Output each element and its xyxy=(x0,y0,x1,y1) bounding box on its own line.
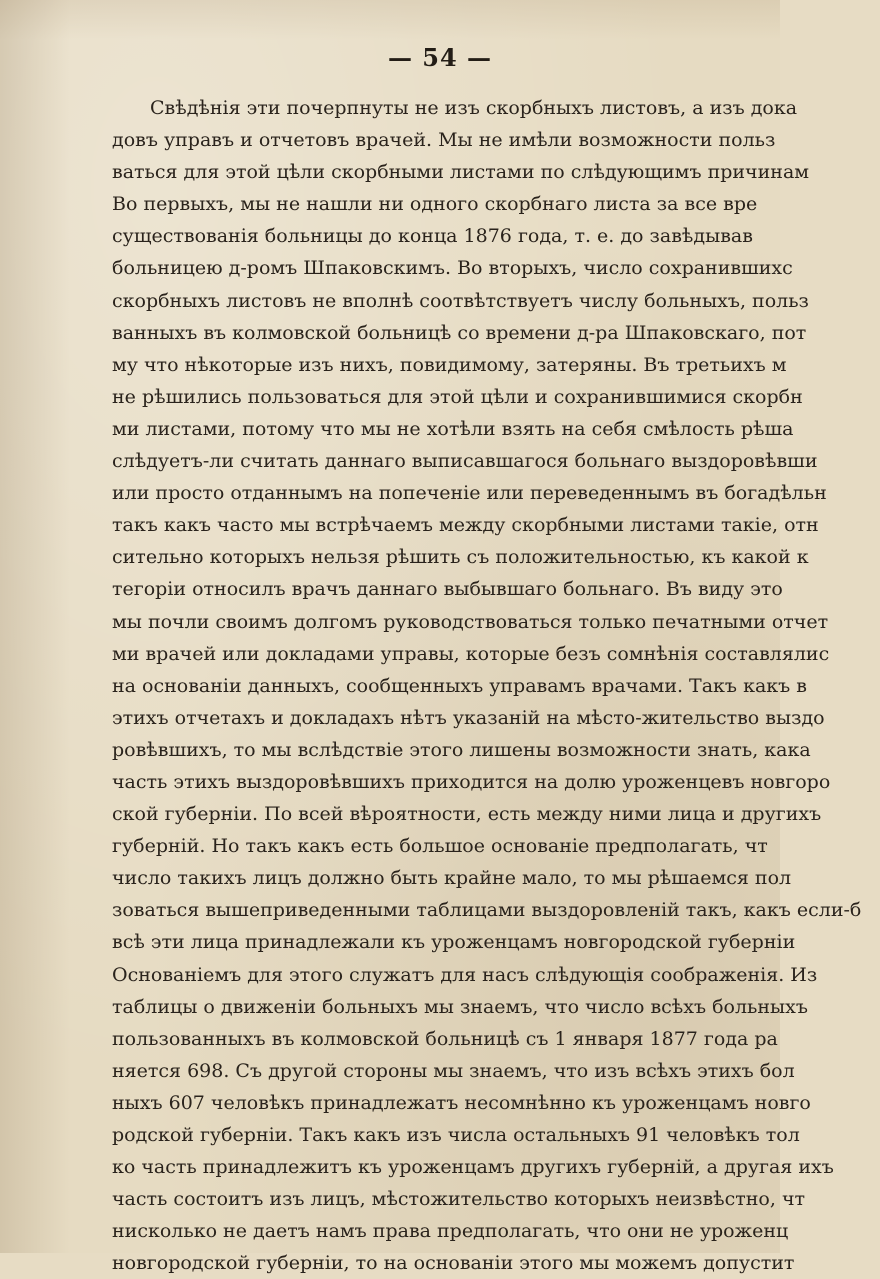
text-line: число такихъ лицъ должно быть крайне мало, то мы рѣшаемся пол xyxy=(112,867,792,890)
page-number: — 54 — xyxy=(387,43,493,72)
text-line: ко часть принадлежитъ къ уроженцамъ другихъ губерній, а другая ихъ xyxy=(112,1156,834,1179)
text-line: этихъ отчетахъ и докладахъ нѣтъ указаній на мѣсто-жительство выздо xyxy=(112,706,825,729)
text-line: ваться для этой цѣли скорбными листами по слѣдующимъ причинам xyxy=(112,161,810,184)
text-line: нисколько не даетъ намъ права предполагать, что они не уроженц xyxy=(112,1220,789,1243)
text-line: слѣдуетъ-ли считать даннаго выписавшагося больнаго выздоровѣвши xyxy=(112,450,818,473)
text-line: новгородской губерніи, то на основаніи этого мы можемъ допустит xyxy=(112,1252,795,1275)
text-line: таблицы о движеніи больныхъ мы знаемъ, что число всѣхъ больныхъ xyxy=(112,995,808,1018)
text-line: ровѣвшихъ, то мы вслѣдствіе этого лишены возможности знать, кака xyxy=(112,738,811,761)
text-line: больницею д-ромъ Шпаковскимъ. Во вторыхъ, число сохранившихс xyxy=(112,257,793,280)
text-line: ныхъ 607 человѣкъ принадлежатъ несомнѣнно къ уроженцамъ новго xyxy=(112,1091,811,1114)
text-line: довъ управъ и отчетовъ врачей. Мы не имѣли возможности польз xyxy=(112,129,776,152)
text-line: Основаніемъ для этого служатъ для насъ слѣдующія соображенія. Из xyxy=(112,963,818,986)
text-line: Во первыхъ, мы не нашли ни одного скорбнаго листа за все вре xyxy=(112,193,758,216)
text-line: скорбныхъ листовъ не вполнѣ соотвѣтствуетъ числу больныхъ, польз xyxy=(112,289,809,312)
text-line: ванныхъ въ колмовской больницѣ со времени д-ра Шпаковскаго, пот xyxy=(112,321,807,344)
text-line: Свѣдѣнія эти почерпнуты не изъ скорбныхъ листовъ, а изъ дока xyxy=(150,97,798,119)
text-line: на основаніи данныхъ, сообщенныхъ управамъ врачами. Такъ какъ в xyxy=(112,674,807,697)
text-line: ми врачей или докладами управы, которые безъ сомнѣнія составлялис xyxy=(112,642,830,665)
text-line: сительно которыхъ нельзя рѣшить съ положительностью, къ какой к xyxy=(112,546,809,569)
text-line: всѣ эти лица принадлежали къ уроженцамъ новгородской губерніи xyxy=(112,931,796,954)
text-line: родской губерніи. Такъ какъ изъ числа остальныхъ 91 человѣкъ тол xyxy=(112,1124,800,1146)
text-line: няется 698. Съ другой стороны мы знаемъ, что изъ всѣхъ этихъ бол xyxy=(112,1059,795,1082)
text-line: часть состоитъ изъ лицъ, мѣстожительство которыхъ неизвѣстно, чт xyxy=(112,1188,806,1211)
text-line: му что нѣкоторые изъ нихъ, повидимому, затеряны. Въ третьихъ м xyxy=(112,353,787,376)
text-line: ской губерніи. По всей вѣроятности, есть между ними лица и другихъ xyxy=(112,803,822,826)
text-line: губерній. Но такъ какъ есть большое основаніе предполагать, чт xyxy=(112,835,768,858)
text-line: тегоріи относилъ врачъ даннаго выбывшаго больнаго. Въ виду это xyxy=(112,578,783,601)
text-line: часть этихъ выздоровѣвшихъ приходится на долю уроженцевъ новгоро xyxy=(112,770,831,793)
text-line: ми листами, потому что мы не хотѣли взять на себя смѣлость рѣша xyxy=(112,417,794,440)
text-line: пользованныхъ въ колмовской больницѣ съ 1 января 1877 года ра xyxy=(112,1027,778,1050)
text-line: существованія больницы до конца 1876 года, т. е. до завѣдывав xyxy=(112,225,753,248)
body-text xyxy=(112,92,862,1279)
text-line: не рѣшились пользоваться для этой цѣли и сохранившимися скорбн xyxy=(112,385,803,408)
text-line: или просто отданнымъ на попеченіе или переведеннымъ въ богадѣльн xyxy=(112,482,827,505)
text-line: зоваться вышеприведенными таблицами выздоровленій такъ, какъ если-б xyxy=(112,899,862,922)
text-line: такъ какъ часто мы встрѣчаемъ между скорбными листами такіе, отн xyxy=(112,514,819,537)
text-line: мы почли своимъ долгомъ руководствоваться только печатными отчет xyxy=(112,610,829,633)
